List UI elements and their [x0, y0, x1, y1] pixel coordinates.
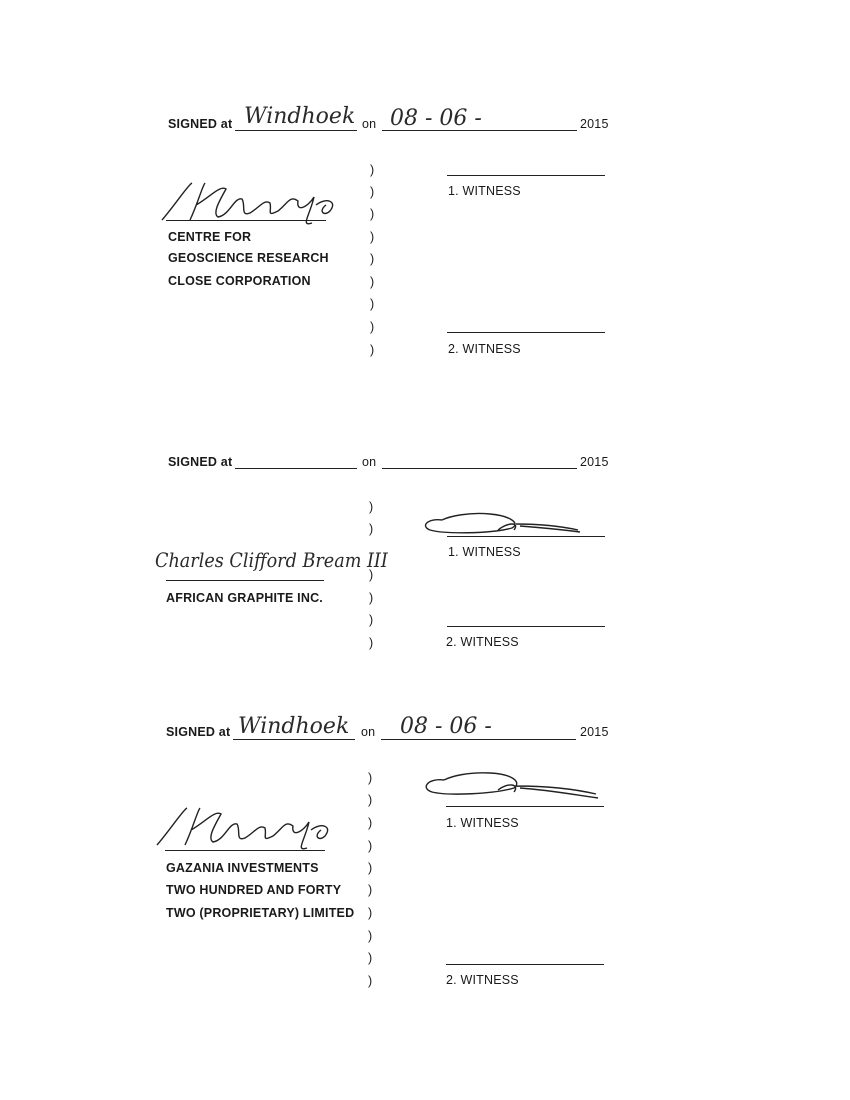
- witness-1-line: [447, 175, 605, 176]
- place-handwritten: Windhoek: [244, 104, 356, 129]
- witness-1-label: 1. WITNESS: [448, 545, 521, 559]
- witness-2-label: 2. WITNESS: [448, 342, 521, 356]
- signatory-line: [165, 850, 325, 851]
- witness-signature-scribble: [420, 512, 605, 542]
- date-handwritten: 08 - 06 -: [390, 106, 482, 131]
- party-line-2: GEOSCIENCE RESEARCH: [168, 251, 329, 265]
- witness-2-label: 2. WITNESS: [446, 973, 519, 987]
- party-line-1: CENTRE FOR: [168, 230, 252, 244]
- party-line-1: GAZANIA INVESTMENTS: [166, 861, 319, 875]
- signed-at-label: SIGNED at: [166, 725, 231, 739]
- on-label: on: [361, 725, 376, 739]
- place-handwritten: Windhoek: [238, 714, 350, 739]
- party-line-3: CLOSE CORPORATION: [168, 274, 311, 288]
- signature-scribble: [155, 800, 345, 855]
- witness-1-line: [446, 806, 604, 807]
- on-label: on: [362, 117, 377, 131]
- year-label: 2015: [580, 725, 609, 739]
- witness-2-line: [447, 626, 605, 627]
- date-handwritten: 08 - 06 -: [400, 714, 492, 739]
- signatory-line: [166, 220, 326, 221]
- year-label: 2015: [580, 455, 609, 469]
- witness-signature-scribble: [420, 772, 605, 804]
- date-line: [382, 468, 577, 469]
- date-line: [382, 130, 577, 131]
- place-line: [235, 130, 357, 131]
- on-label: on: [362, 455, 377, 469]
- place-line: [235, 468, 357, 469]
- signatory-name-handwritten: Charles Clifford Bream III: [155, 548, 388, 572]
- party-line-3: TWO (PROPRIETARY) LIMITED: [166, 906, 355, 920]
- party-line-1: AFRICAN GRAPHITE INC.: [166, 591, 323, 605]
- year-label: 2015: [580, 117, 609, 131]
- witness-1-line: [447, 536, 605, 537]
- witness-2-line: [447, 332, 605, 333]
- place-line: [233, 739, 355, 740]
- witness-1-label: 1. WITNESS: [446, 816, 519, 830]
- signatory-line: [166, 580, 324, 581]
- witness-2-label: 2. WITNESS: [446, 635, 519, 649]
- date-line: [381, 739, 576, 740]
- signed-at-label: SIGNED at: [168, 455, 233, 469]
- signature-scribble: [160, 175, 350, 230]
- party-line-2: TWO HUNDRED AND FORTY: [166, 883, 342, 897]
- witness-1-label: 1. WITNESS: [448, 184, 521, 198]
- witness-2-line: [446, 964, 604, 965]
- signed-at-label: SIGNED at: [168, 117, 233, 131]
